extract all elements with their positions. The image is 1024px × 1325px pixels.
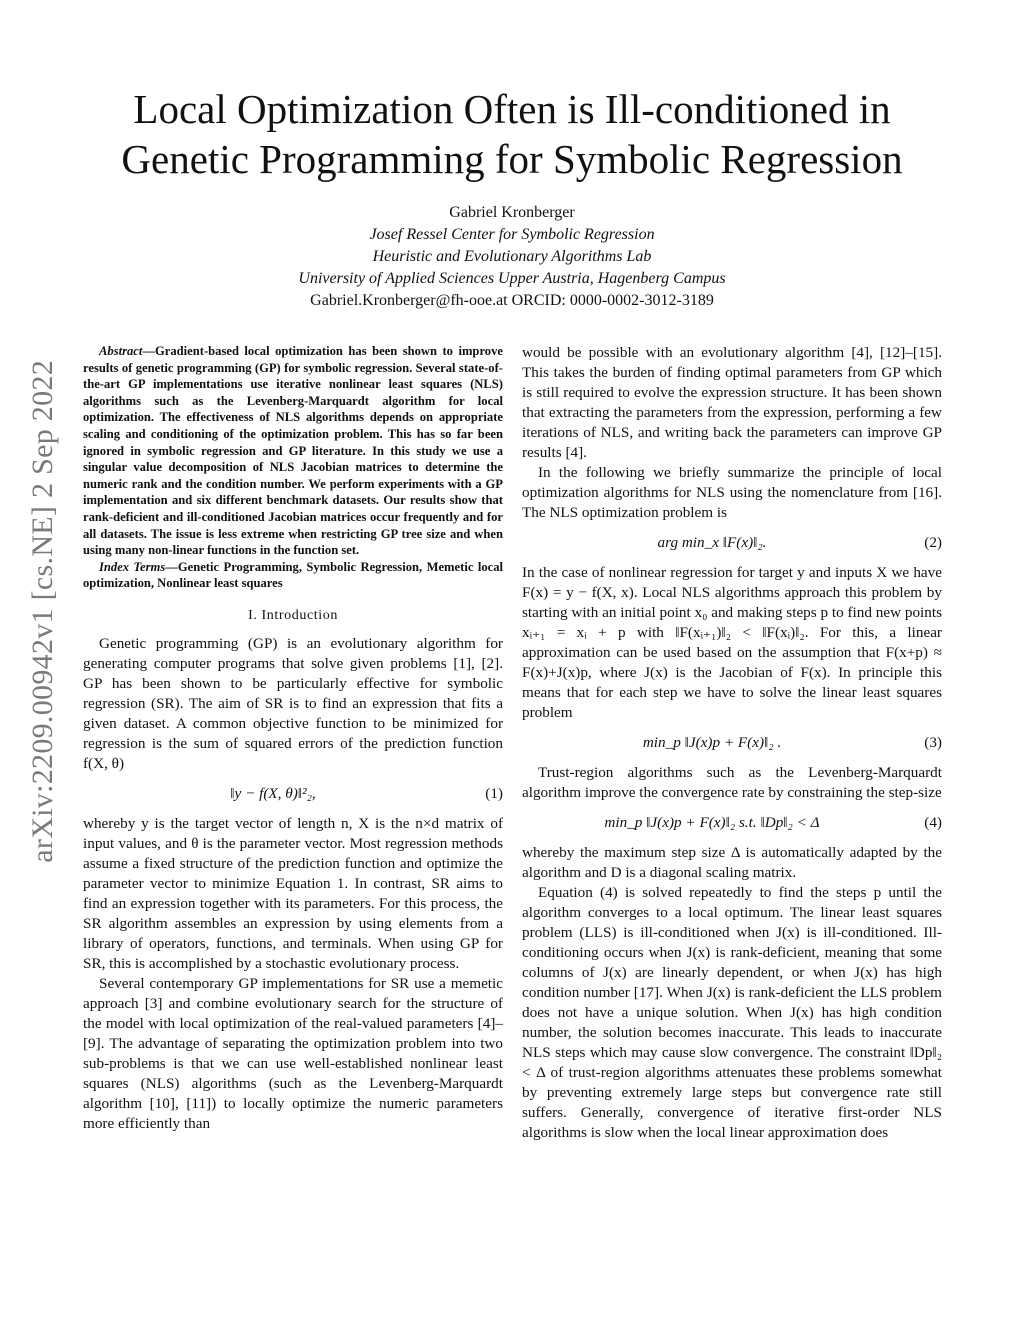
equation-2-body: arg min_x ‖F(x)‖₂. bbox=[657, 534, 767, 551]
paper-title bbox=[60, 84, 964, 184]
equation-3-number: (3) bbox=[924, 734, 942, 751]
right-paragraph-1: would be possible with an evolutionary algorithm [4], [12]–[15]. This takes the burden of finding optimal parameters from GP which is still required to evolve the expression structure. It has been shown that extracting the parameters from the expression, performing a few iterations of NLS, and writing back the parameters can improve GP results [4]. bbox=[522, 344, 942, 461]
title-line-1: Local Optimization Often is Ill-conditioned in bbox=[133, 86, 891, 132]
right-column bbox=[522, 343, 942, 1143]
index-terms-label: Index Terms bbox=[99, 559, 166, 574]
equation-2 bbox=[522, 533, 942, 553]
equation-4 bbox=[522, 813, 942, 833]
right-paragraph-4: Trust-region algorithms such as the Levenberg-Marquardt algorithm improve the convergence rate by constraining the step-size bbox=[522, 764, 942, 801]
equation-1-number: (1) bbox=[485, 784, 503, 802]
affiliation-2: Heuristic and Evolutionary Algorithms Lab bbox=[372, 248, 652, 265]
intro-paragraph-3: Several contemporary GP implementations for SR use a memetic approach [3] and combine evolutionary search for the structure of the model with local optimization of the real-valued parameters [4]–[9]. The advantage of separating the optimization problem into two sub-problems is that we can use well-established nonlinear least squares (NLS) algorithms (such as the Levenberg-Marquardt algorithm [10], [11]) to locally optimize the numeric parameters more efficiently than bbox=[83, 974, 503, 1132]
author-contact: Gabriel.Kronberger@fh-ooe.at ORCID: 0000-0002-3012-3189 bbox=[310, 292, 714, 309]
equation-2-number: (2) bbox=[924, 534, 942, 551]
equation-3-body: min_p ‖J(x)p + F(x)‖₂ . bbox=[642, 734, 782, 751]
author-block bbox=[60, 202, 964, 312]
intro-paragraph-2: whereby y is the target vector of length n, X is the n×d matrix of input values, and θ is the parameter vector. Most regression methods assume a fixed structure of the prediction function and optimize the parameter vector to minimize Equation 1. In contrast, SR aims to find an expression together with its parameters. For this process, the SR algorithm assembles an expression by using elements from a library of operators, functions, and terminals. When using GP for SR, this is accomplished by a stochastic evolutionary process. bbox=[83, 814, 503, 972]
affiliation-1: Josef Ressel Center for Symbolic Regression bbox=[369, 226, 655, 243]
index-terms-text: —Genetic Programming, Symbolic Regression, Memetic local optimization, Nonlinear least squares bbox=[83, 559, 503, 591]
equation-4-number: (4) bbox=[924, 814, 942, 831]
intro-paragraph-1: Genetic programming (GP) is an evolutionary algorithm for generating computer programs that solve given problems [1], [2]. GP has been shown to be particularly effective for symbolic regression (SR). The aim of SR is to find an expression that fits a given dataset. A common objective function to be minimized for regression is the sum of squared errors of the prediction function f(X, θ) bbox=[83, 634, 503, 772]
left-column bbox=[83, 343, 503, 1134]
abstract-label: Abstract bbox=[99, 344, 143, 358]
section-heading: I. Introduction bbox=[248, 607, 338, 623]
author-name: Gabriel Kronberger bbox=[449, 204, 575, 221]
right-paragraph-6: Equation (4) is solved repeatedly to find the steps p until the algorithm converges to a local optimum. The linear least squares problem (LLS) is ill-conditioned when J(x) is ill-conditioned. Ill-conditioning occurs when J(x) is rank-deficient, meaning that some columns of J(x) are linearly dependent, or when J(x) has high condition number [17]. When J(x) is rank-deficient the LLS problem does not have a unique solution. When J(x) has high condition number, the solution becomes inaccurate. This leads to inaccurate NLS steps which may cause slow convergence. The constraint ‖Dp‖₂ < Δ of trust-region algorithms attenuates these problems somewhat by preventing extremely large steps but convergence rate still suffers. Generally, convergence of iterative first-order NLS algorithms is slow when the local linear approximation does bbox=[522, 884, 942, 1141]
affiliation-3: University of Applied Sciences Upper Austria, Hagenberg Campus bbox=[298, 270, 726, 287]
equation-1 bbox=[83, 784, 503, 804]
equation-4-body: min_p ‖J(x)p + F(x)‖₂ s.t. ‖Dp‖₂ < Δ bbox=[604, 814, 820, 831]
right-paragraph-5: whereby the maximum step size Δ is automatically adapted by the algorithm and D is a diagonal scaling matrix. bbox=[522, 844, 942, 881]
equation-1-body: ‖y − f(X, θ)‖²₂, bbox=[230, 784, 316, 802]
abstract-text: —Gradient-based local optimization has been shown to improve results of genetic programming (GP) for symbolic regression. Several state-of-the-art GP implementations use iterative nonlinear least squares (NLS) algorithms such as the Levenberg-Marquardt algorithm for local optimization. The effectiveness of NLS algorithms depends on appropriate scaling and conditioning of the optimization problem. This has so far been ignored in symbolic regression and GP literature. In this study we use a singular value decomposition of NLS Jacobian matrices to determine the numeric rank and the condition number. We perform experiments with a GP implementation and six different benchmark datasets. Our results show that rank-deficient and ill-conditioned Jacobian matrices occur frequently and for all datasets. The issue is less extreme when restricting GP tree size and when using many non-linear functions in the function set. bbox=[83, 344, 503, 558]
index-terms bbox=[83, 559, 503, 592]
arxiv-identifier: arXiv:2209.00942v1 [cs.NE] 2 Sep 2022 bbox=[26, 360, 59, 863]
right-paragraph-3: In the case of nonlinear regression for target y and inputs X we have F(x) = y − f(X, x). Local NLS algorithms approach this problem by starting with an initial point x₀ and making steps p to find new points xᵢ₊₁ = xᵢ + p with ‖F(xᵢ₊₁)‖₂ < ‖F(xᵢ)‖₂. For this, a linear approximation can be used based on the assumption that F(x+p) ≈ F(x)+J(x)p, where J(x) is the Jacobian of F(x). In principle this means that for each step we have to solve the linear least squares problem bbox=[522, 564, 942, 721]
abstract bbox=[83, 343, 503, 559]
title-line-2: Genetic Programming for Symbolic Regression bbox=[121, 136, 903, 182]
equation-3 bbox=[522, 733, 942, 753]
right-paragraph-2: In the following we briefly summarize the principle of local optimization algorithms for NLS using the nomenclature from [16]. The NLS optimization problem is bbox=[522, 464, 942, 521]
